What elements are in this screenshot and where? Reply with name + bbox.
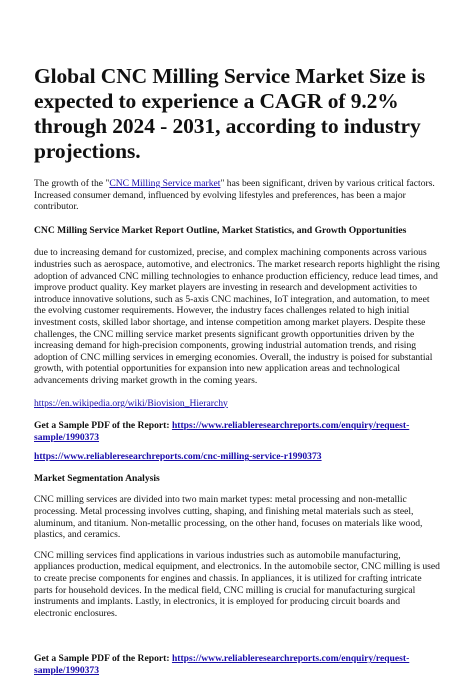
sample-pdf-label: Get a Sample PDF of the Report: <box>34 420 172 432</box>
sample-pdf-line-bottom <box>34 653 440 676</box>
report-link-line <box>34 451 440 463</box>
intro-text-before: The growth of the " <box>34 178 110 189</box>
report-page-link[interactable]: https://www.reliableresearchreports.com/cnc-milling-service-r1990373 <box>34 451 322 463</box>
intro-paragraph <box>34 178 440 213</box>
market-overview-paragraph: due to increasing demand for customized, precise, and complex machining components across various industries such as aerospace, automotive, and electronics. The market research reports highlight the rising adoption of advanced CNC milling technologies to enhance production efficiency, reduce lead times, and improve product quality. Key market players are investing in research and development activities to introduce innovative solutions, such as 5-axis CNC machines, IoT integration, and automation, to meet the evolving customer requirements. However, the industry faces challenges related to high initial investment costs, skilled labor shortage, and intense competition among market players. Despite these challenges, the CNC milling service market presents significant growth opportunities driven by the increasing demand for high-precision components, growing industrial automation trends, and rising adoption of CNC milling services in emerging economies. Overall, the industry is poised for substantial growth, with potential opportunities for expansion into new application areas and technological advancements driving market growth in the coming years. <box>34 247 440 386</box>
segmentation-types-paragraph: CNC milling services are divided into two main market types: metal processing and non-metallic processing. Metal processing involves cutting, shaping, and finishing metal materials such as steel, aluminum, and titanium. Non-metallic processing, on the other hand, focuses on materials like wood, plastics, and ceramics. <box>34 494 423 541</box>
wikipedia-link[interactable]: https://en.wikipedia.org/wiki/Biovision_Hierarchy <box>34 397 228 409</box>
cnc-milling-market-link[interactable]: CNC Milling Service market <box>109 178 221 189</box>
page-title: Global CNC Milling Service Market Size is expected to experience a CAGR of 9.2% through 2024 - 2031, according to industry projections. <box>34 64 426 163</box>
sample-pdf-link[interactable]: https://www.reliableresearchreports.com/enquiry/request-sample/1990373 <box>34 420 410 443</box>
segmentation-applications-paragraph: CNC milling services find applications in various industries such as automobile manufacturing, appliances production, medical equipment, and electronics. In the automobile sector, CNC milling is used to create precise components for engines and chassis. In appliances, it is utilized for crafting intricate parts for household devices. In the medical field, CNC milling is crucial for manufacturing surgical instruments and implants. Lastly, in electronics, it is employed for producing circuit boards and electronic enclosures. <box>34 549 440 619</box>
sample-pdf-line <box>34 420 440 443</box>
outline-heading: CNC Milling Service Market Report Outline, Market Statistics, and Growth Opportunities <box>34 224 407 236</box>
sample-pdf-link-bottom[interactable]: https://www.reliableresearchreports.com/enquiry/request-sample/1990373 <box>34 653 410 676</box>
intro-text-after: " has been significant, driven by various critical factors. Increased consumer demand, influenced by evolving lifestyles and preferences, has been a major contributor. <box>34 178 435 213</box>
sample-pdf-label-bottom: Get a Sample PDF of the Report: <box>34 653 172 665</box>
segmentation-heading: Market Segmentation Analysis <box>34 472 160 484</box>
wiki-paragraph <box>34 398 440 410</box>
